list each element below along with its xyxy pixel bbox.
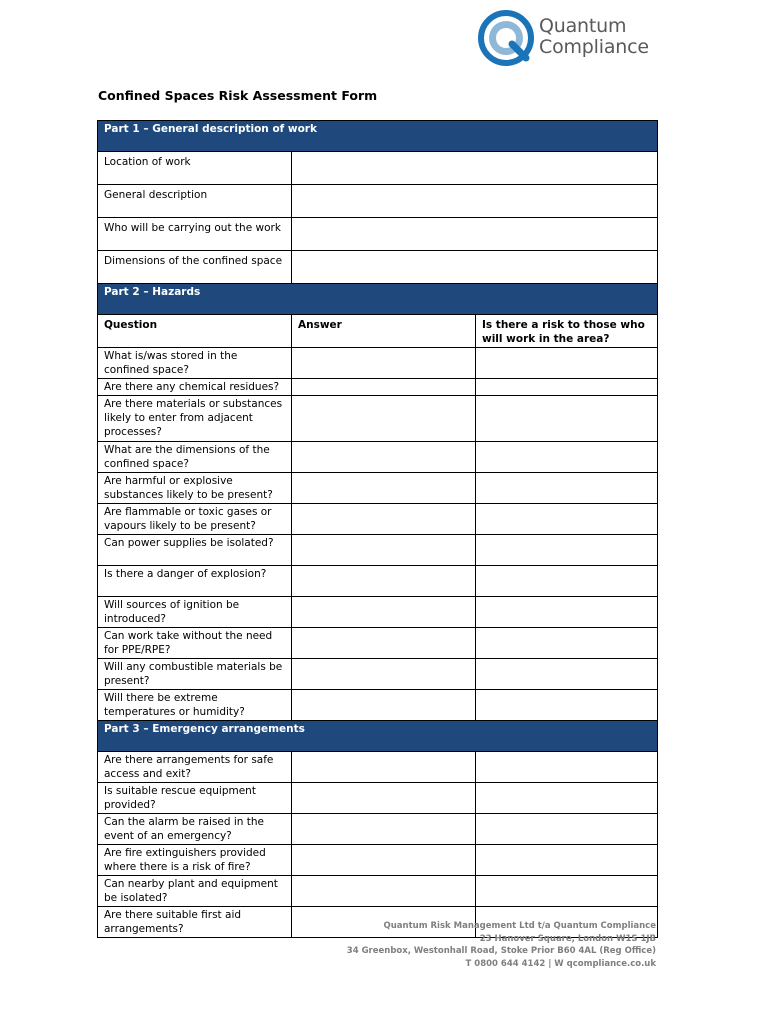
question-row — [98, 628, 658, 659]
question-text: Are fire extinguishers provided where there is a risk of fire? — [98, 845, 292, 876]
part1-row — [98, 185, 658, 218]
answer-field[interactable] — [292, 566, 476, 597]
risk-field[interactable] — [476, 379, 658, 396]
part2-column-headers — [98, 315, 658, 348]
risk-field[interactable] — [476, 845, 658, 876]
question-row — [98, 396, 658, 442]
risk-field[interactable] — [476, 473, 658, 504]
risk-field[interactable] — [476, 597, 658, 628]
question-text: What is/was stored in the confined space? — [98, 348, 292, 379]
risk-field[interactable] — [476, 690, 658, 721]
column-header-question: Question — [98, 315, 292, 348]
question-text: Can work take without the need for PPE/RPE? — [98, 628, 292, 659]
risk-field[interactable] — [476, 535, 658, 566]
answer-field[interactable] — [292, 845, 476, 876]
question-row — [98, 473, 658, 504]
question-text: Is suitable rescue equipment provided? — [98, 783, 292, 814]
risk-field[interactable] — [476, 628, 658, 659]
risk-field[interactable] — [476, 396, 658, 442]
answer-field[interactable] — [292, 628, 476, 659]
question-row — [98, 690, 658, 721]
answer-field[interactable] — [292, 597, 476, 628]
part3-heading — [98, 721, 658, 752]
part1-heading — [98, 121, 658, 152]
part2-heading — [98, 284, 658, 315]
question-row — [98, 566, 658, 597]
risk-field[interactable] — [476, 566, 658, 597]
question-row — [98, 752, 658, 783]
footer-address-2: 34 Greenbox, Westonhall Road, Stoke Prior B60 4AL (Reg Office) — [346, 946, 656, 956]
part3-heading-label: Part 3 – Emergency arrangements — [98, 721, 658, 752]
part1-row — [98, 218, 658, 251]
question-row — [98, 597, 658, 628]
question-text: Will any combustible materials be present? — [98, 659, 292, 690]
footer — [347, 920, 656, 970]
part1-row-label: General description — [98, 185, 292, 218]
question-text: Are there suitable first aid arrangements? — [98, 907, 292, 938]
logo-wordmark — [539, 16, 649, 58]
question-row — [98, 876, 658, 907]
answer-field[interactable] — [292, 752, 476, 783]
answer-field[interactable] — [292, 442, 476, 473]
answer-field[interactable] — [292, 876, 476, 907]
question-row — [98, 814, 658, 845]
question-row — [98, 783, 658, 814]
question-text: Are harmful or explosive substances likely to be present? — [98, 473, 292, 504]
column-header-risk: Is there a risk to those who will work in the area? — [476, 315, 658, 348]
risk-field[interactable] — [476, 348, 658, 379]
part1-answer-field[interactable] — [292, 251, 658, 284]
risk-field[interactable] — [476, 783, 658, 814]
quantum-compliance-logo — [478, 10, 648, 66]
question-text: Are there materials or substances likely to enter from adjacent processes? — [98, 396, 292, 442]
answer-field[interactable] — [292, 690, 476, 721]
part1-row-label: Dimensions of the confined space — [98, 251, 292, 284]
question-text: Can nearby plant and equipment be isolated? — [98, 876, 292, 907]
logo-line-1: Quantum — [539, 15, 627, 37]
part1-heading-label: Part 1 – General description of work — [98, 121, 658, 152]
form-title: Confined Spaces Risk Assessment Form — [98, 88, 378, 103]
risk-field[interactable] — [476, 752, 658, 783]
column-header-answer: Answer — [292, 315, 476, 348]
question-text: Are there any chemical residues? — [98, 379, 292, 396]
question-row — [98, 535, 658, 566]
part1-answer-field[interactable] — [292, 218, 658, 251]
answer-field[interactable] — [292, 473, 476, 504]
answer-field[interactable] — [292, 535, 476, 566]
question-row — [98, 442, 658, 473]
risk-assessment-table — [97, 120, 658, 938]
answer-field[interactable] — [292, 814, 476, 845]
answer-field[interactable] — [292, 396, 476, 442]
risk-field[interactable] — [476, 814, 658, 845]
question-text: Can the alarm be raised in the event of an emergency? — [98, 814, 292, 845]
footer-company: Quantum Risk Management Ltd t/a Quantum Compliance — [383, 921, 656, 931]
answer-field[interactable] — [292, 659, 476, 690]
question-text: Is there a danger of explosion? — [98, 566, 292, 597]
risk-field[interactable] — [476, 504, 658, 535]
logo-line-2: Compliance — [539, 36, 649, 58]
question-text: Can power supplies be isolated? — [98, 535, 292, 566]
part2-heading-label: Part 2 – Hazards — [98, 284, 658, 315]
part1-row — [98, 152, 658, 185]
answer-field[interactable] — [292, 504, 476, 535]
risk-field[interactable] — [476, 876, 658, 907]
part1-row-label: Who will be carrying out the work — [98, 218, 292, 251]
question-row — [98, 379, 658, 396]
part1-answer-field[interactable] — [292, 185, 658, 218]
question-row — [98, 348, 658, 379]
question-text: What are the dimensions of the confined space? — [98, 442, 292, 473]
answer-field[interactable] — [292, 379, 476, 396]
part1-row-label: Location of work — [98, 152, 292, 185]
footer-address-1: 23 Hanover Square, London W1S 1JB — [479, 933, 656, 944]
part1-answer-field[interactable] — [292, 152, 658, 185]
footer-contact: T 0800 644 4142 | W qcompliance.co.uk — [465, 958, 656, 969]
question-row — [98, 504, 658, 535]
answer-field[interactable] — [292, 783, 476, 814]
answer-field[interactable] — [292, 348, 476, 379]
question-text: Are flammable or toxic gases or vapours likely to be present? — [98, 504, 292, 535]
risk-field[interactable] — [476, 659, 658, 690]
question-text: Will sources of ignition be introduced? — [98, 597, 292, 628]
question-row — [98, 845, 658, 876]
q-logo-icon — [478, 10, 534, 66]
part1-row — [98, 251, 658, 284]
question-text: Are there arrangements for safe access and exit? — [98, 752, 292, 783]
question-text: Will there be extreme temperatures or humidity? — [98, 690, 292, 721]
question-row — [98, 659, 658, 690]
risk-field[interactable] — [476, 442, 658, 473]
